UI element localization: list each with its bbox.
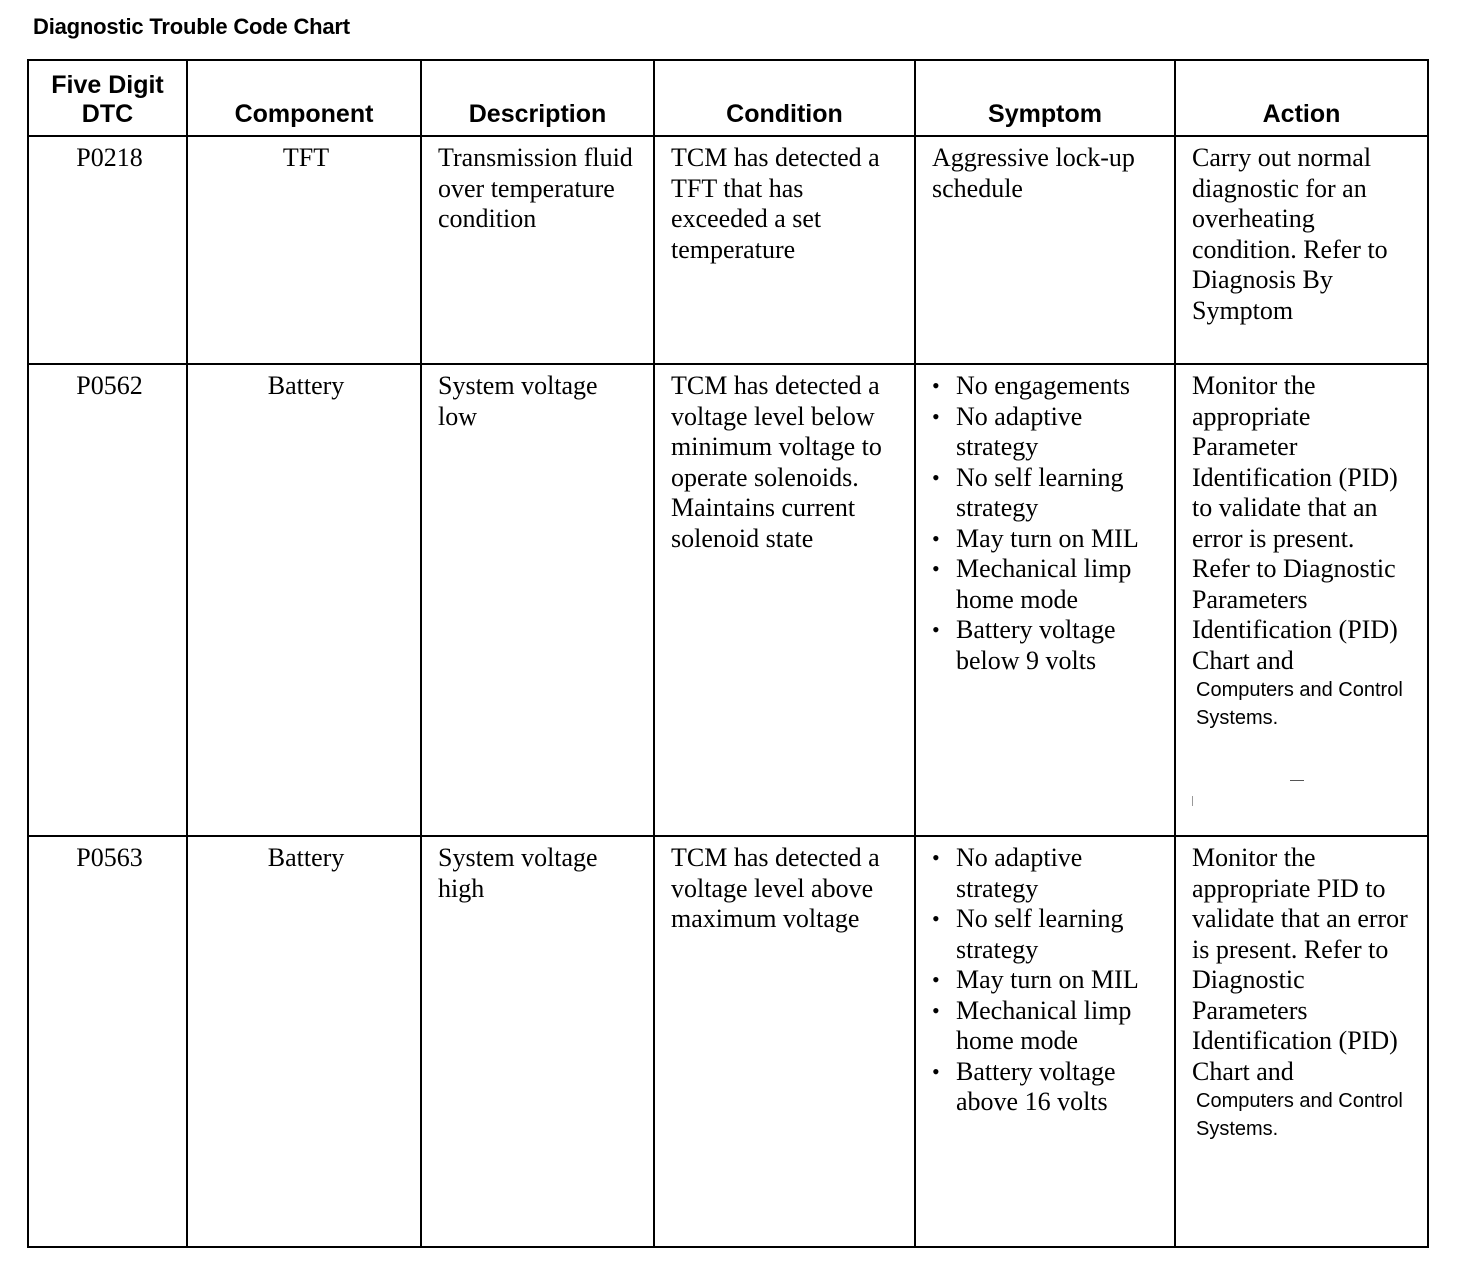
bullet-icon: • [932, 845, 940, 870]
bullet-icon: • [932, 906, 940, 931]
table-row [28, 136, 1428, 364]
scan-artifact [1192, 780, 1415, 816]
list-item: • Battery voltage below 9 volts [932, 615, 1116, 675]
symptom-list [932, 843, 1162, 1118]
list-item: • No self learning strategy [932, 462, 1124, 522]
condition-cell: TCM has detected a voltage level above maximum voltage [654, 836, 915, 1247]
list-item: • May turn on MIL [932, 523, 1139, 553]
list-item: • No self learning strategy [932, 904, 1124, 964]
list-item: • Battery voltage above 16 volts [932, 1056, 1116, 1116]
list-item: • No engagements [932, 371, 1131, 400]
component-cell: Battery [187, 836, 421, 1247]
list-item: • No adaptive strategy [932, 401, 1083, 461]
bullet-icon: • [932, 525, 940, 551]
action-cell [1175, 364, 1428, 836]
header-component: Component [187, 60, 421, 136]
bullet-icon: • [932, 997, 940, 1023]
symptom-cell [915, 836, 1175, 1247]
dtc-code: P0563 [28, 836, 187, 1247]
bullet-icon: • [932, 464, 940, 490]
symptom-cell: Aggressive lock-up schedule [915, 136, 1175, 364]
dtc-code: P0218 [28, 136, 187, 364]
table-row [28, 836, 1428, 1247]
header-symptom: Symptom [915, 60, 1175, 136]
header-description: Description [421, 60, 654, 136]
action-reference: Computers and Control Systems. [1196, 679, 1403, 729]
header-condition: Condition [654, 60, 915, 136]
bullet-icon: • [932, 1058, 940, 1084]
description-cell: Transmission fluid over temperature condition [421, 136, 654, 364]
list-item: • No adaptive strategy [932, 843, 1083, 903]
dtc-table [27, 59, 1429, 1248]
bullet-icon: • [932, 373, 940, 398]
header-row [28, 60, 1428, 136]
action-cell: Carry out normal diagnostic for an overheating condition. Refer to Diagnosis By Symptom [1175, 136, 1428, 364]
table-row [28, 364, 1428, 836]
list-item: • Mechanical limp home mode [932, 995, 1132, 1055]
action-text: Monitor the appropriate Parameter Identification (PID) to validate that an error is present. Refer to Diagnostic Parameters Identification (PID) Chart and [1192, 371, 1398, 675]
bullet-icon: • [932, 967, 940, 992]
symptom-list [932, 371, 1162, 676]
symptom-cell [915, 364, 1175, 836]
list-item: • Mechanical limp home mode [932, 554, 1132, 614]
bullet-icon: • [932, 403, 940, 429]
component-cell: Battery [187, 364, 421, 836]
component-cell: TFT [187, 136, 421, 364]
action-text: Monitor the appropriate PID to validate that an error is present. Refer to Diagnostic Parameters Identification (PID) Chart and [1192, 843, 1408, 1086]
header-action: Action [1175, 60, 1428, 136]
header-dtc: Five Digit DTC [28, 60, 187, 136]
condition-cell: TCM has detected a voltage level below minimum voltage to operate solenoids. Maintains current solenoid state [654, 364, 915, 836]
bullet-icon: • [932, 556, 940, 581]
page-title: Diagnostic Trouble Code Chart [33, 14, 350, 39]
description-cell: System voltage high [421, 836, 654, 1247]
list-item: • May turn on MIL [932, 965, 1139, 994]
condition-cell: TCM has detected a TFT that has exceeded a set temperature [654, 136, 915, 364]
dtc-code: P0562 [28, 364, 187, 836]
bullet-icon: • [932, 617, 940, 642]
action-cell [1175, 836, 1428, 1247]
description-cell: System voltage low [421, 364, 654, 836]
action-reference: Computers and Control Systems. [1196, 1090, 1403, 1140]
